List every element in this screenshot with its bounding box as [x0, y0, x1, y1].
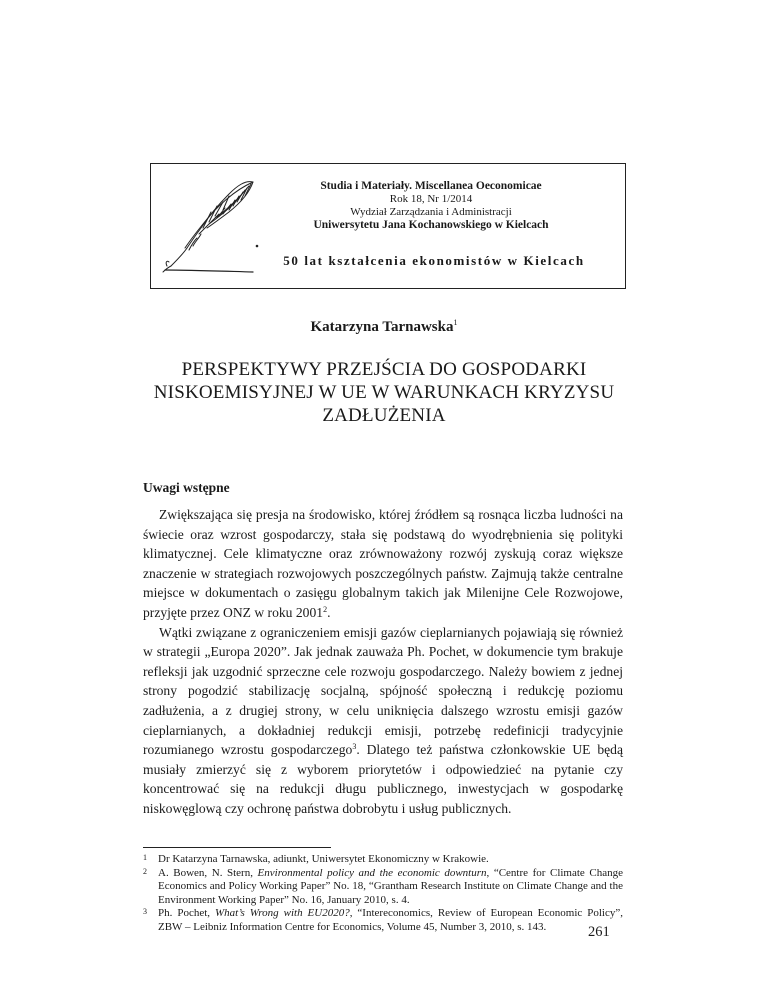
journal-faculty: Wydział Zarządzania i Administracji [350, 206, 512, 218]
footnote-1 [143, 853, 623, 867]
footnote-3-authors: Ph. Pochet, [158, 907, 215, 920]
footnote-ref-2: 2 [323, 604, 328, 614]
paragraph-2-text: Wątki związane z ograniczeniem emisji gazów cieplarnianych pojawiają się również w strategii „Europa 2020”. Jak jednak zauważa Ph. Pochet, w dokumencie tym brakuje refleksji jak uzgodnić sprzeczne cele rozwoju gospodarczego. Należy bowiem z jednej strony pogodzić stabilizację socjalną, spójność społeczną i redukcję poziomu zadłużenia, a z drugiej strony, w celu uniknięcia dalszego wzrostu emisji gazów cieplarnianych, a dokładniej redukcji emisji, potrzebę redefinicji tradycyjnie rozumianego wzrostu gospodarczego [143, 624, 623, 758]
footnote-divider [143, 847, 331, 848]
title-line-1: PERSPEKTYWY PRZEJŚCIA DO GOSPODARKI [181, 359, 587, 380]
paragraph-2 [143, 623, 623, 819]
journal-title: Studia i Materiały. Miscellanea Oeconomicae [320, 180, 542, 192]
quill-pen-icon [157, 176, 261, 276]
footnote-3-title: What’s Wrong with EU2020? [215, 907, 350, 920]
anniversary-banner: 50 lat kształcenia ekonomistów w Kielcach [283, 253, 585, 268]
journal-university: Uniwersytetu Jana Kochanowskiego w Kielcach [313, 219, 549, 231]
footnote-3-source: , “Intereconomics, Review of European Economic Policy”, ZBW – Leibniz Information Centre for Economics, Volume 45, Number 3, 2010, s. 143. [158, 907, 623, 933]
journal-info [271, 180, 591, 232]
paragraph-1 [143, 505, 623, 623]
footnote-2-title: Environmental policy and the economic downturn [257, 866, 487, 879]
footnote-3-number: 3 [143, 907, 147, 917]
page-number: 261 [588, 924, 610, 940]
paragraph-1-text: Zwiększająca się presja na środowisko, której źródłem są rosnąca liczba ludności na świecie oraz wzrost gospodarczy, stała się podstawą do wyodrębnienia się polityki klimatycznej. Cele klimatyczne oraz zrównoważony rozwój zyskują coraz większe znaczenie w strategiach rozwojowych poszczególnych państw. Zajmują także centralne miejsce w dokumentach o zasięgu globalnym takich jak Milenijne Cele Rozwojowe, przyjęte przez ONZ w roku 2001 [143, 507, 623, 620]
footnote-2-number: 2 [143, 866, 147, 876]
footnotes [143, 853, 623, 935]
footnote-3 [143, 907, 623, 934]
title-line-2: NISKOEMISYJNEJ W UE W WARUNKACH KRYZYSU [153, 382, 615, 403]
journal-issue: Rok 18, Nr 1/2014 [389, 193, 473, 205]
footnote-1-number: 1 [143, 853, 147, 862]
footnote-2-authors: A. Bowen, N. Stern, [158, 866, 258, 879]
footnote-1-text: Dr Katarzyna Tarnawska, adiunkt, Uniwersytet Ekonomiczny w Krakowie. [158, 853, 489, 865]
footnote-2-source: , “Centre for Climate Change Economics and Policy Working Paper” No. 18, “Grantham Research Institute on Climate Change and the Environment Working Paper” No. 16, January 2010, s. 4. [158, 866, 623, 906]
journal-header-box [150, 163, 626, 289]
author-name: Katarzyna Tarnawska [310, 319, 454, 335]
footnote-ref-3: 3 [352, 742, 357, 752]
article-title [120, 358, 648, 427]
author-line [0, 318, 768, 336]
paragraph-1-end: . [327, 604, 331, 620]
section-heading: Uwagi wstępne [143, 480, 230, 495]
paragraph-2-end: . Dlatego też państwa członkowskie UE będą musiały zmierzyć się z wyborem priorytetów i odpowiedzieć na pytanie czy koncentrować się na redukcji długu publicznego, inwestycjach w gospodarkę niskowęglową czy ochronę państwa dobrobytu i usług publicznych. [143, 742, 623, 816]
author-footnote-marker: 1 [453, 318, 458, 327]
title-line-3: ZADŁUŻENIA [322, 405, 446, 426]
footnote-2 [143, 867, 623, 908]
article-body [143, 505, 623, 819]
